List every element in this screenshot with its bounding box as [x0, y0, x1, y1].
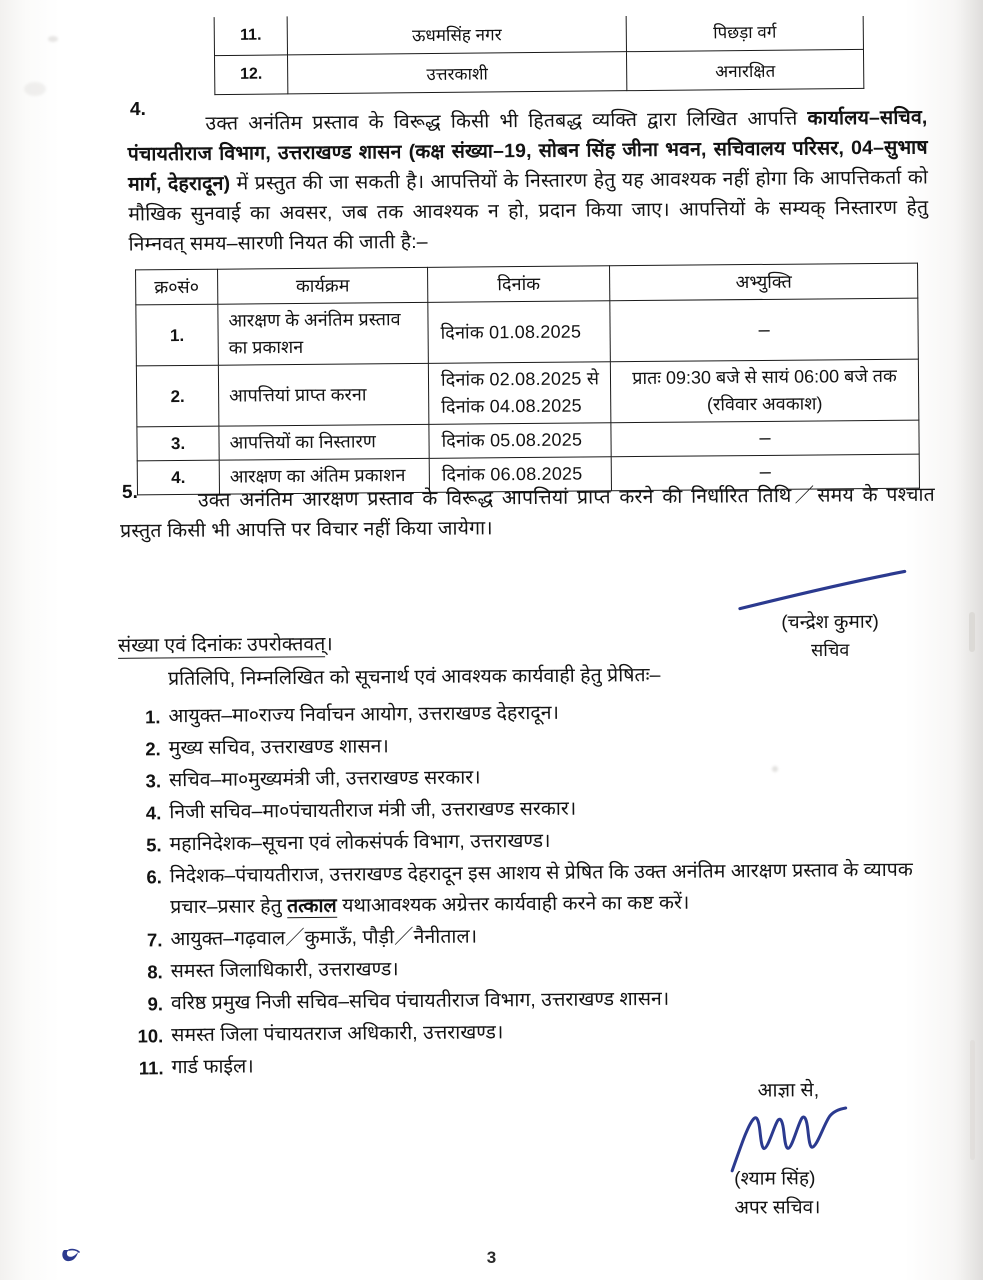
paragraph-5-indent	[120, 507, 198, 508]
top-table-category: पिछड़ा वर्ग	[626, 11, 863, 52]
list-item-text: आयुक्त–मा०राज्य निर्वाचन आयोग, उत्तराखण्ड देहरादून।	[168, 701, 560, 728]
list-item-number: 6.	[146, 866, 162, 888]
distribution-list	[116, 694, 959, 1084]
schedule-sn: 4.	[137, 460, 219, 495]
schedule-date: दिनांक 01.08.2025	[428, 301, 611, 364]
top-table-district: ऊधमसिंह नगर	[287, 13, 626, 55]
list-item-number: 8.	[147, 961, 163, 983]
schedule-programme: आरक्षण का अंतिम प्रकाशन	[219, 458, 429, 494]
list-item-text: महानिदेशक–सूचना एवं लोकसंपर्क विभाग, उत्तराखण्ड।	[169, 829, 551, 856]
schedule-date: दिनांक 02.08.2025 से दिनांक 04.08.2025	[428, 362, 611, 425]
list-item-number: 11.	[138, 1057, 164, 1079]
table-row	[136, 359, 919, 427]
list-item-number: 5.	[146, 834, 162, 856]
urgent-emphasis: तत्काल	[287, 894, 337, 918]
handwritten-signature-stroke	[700, 569, 960, 613]
paragraph-4-text-after: में प्रस्तुत की जा सकती है। आपत्तियों के निस्तारण हेतु यह आवश्यक नहीं होगा कि आपत्तिकर्ता को मौखिक सुनवाई का अवसर, जब तक आवश्यक न हो, प्रदान किया जाए। आपत्तियों के सम्यक् निस्तारण हेतु निम्नवत् समय–सारणी नियत की जाती है:–	[128, 166, 929, 256]
schedule-header-programme: कार्यक्रम	[218, 267, 428, 304]
list-item-number: 7.	[146, 929, 163, 951]
paragraph-5	[120, 480, 935, 546]
list-item-text: निजी सचिव–मा०पंचायतीराज मंत्री जी, उत्तराखण्ड सरकार।	[169, 797, 577, 824]
top-table-district: उत्तरकाशी	[287, 52, 626, 94]
paragraph-5-text: उक्त अनंतिम आरक्षण प्रस्ताव के विरूद्ध आपत्तियां प्राप्त करने की निर्धारित तिथि／समय के पश्चात प्रस्तुत किसी भी आपत्ति पर विचार नहीं किया जायेगा।	[120, 483, 935, 543]
paragraph-4-number: 4.	[129, 98, 146, 121]
schedule-date: दिनांक 06.08.2025	[429, 457, 611, 493]
list-item-number: 1.	[144, 706, 161, 728]
copy-forwarded-line: प्रतिलिपि, निम्नलिखित को सूचनार्थ एवं आवश्यक कार्यवाही हेतु प्रेषितः–	[167, 664, 661, 690]
list-item-text	[170, 854, 959, 923]
by-order-label: आज्ञा से,	[757, 1079, 820, 1102]
schedule-sn: 2.	[136, 365, 219, 427]
table-row	[136, 298, 919, 366]
list-item-text: गार्ड फाईल।	[171, 1055, 254, 1079]
top-table-category: अनारक्षित	[626, 49, 863, 90]
ink-mark	[58, 1244, 84, 1271]
schedule-table-body	[136, 298, 920, 495]
schedule-header-remark: अभ्युक्ति	[610, 263, 918, 301]
top-table-body	[214, 11, 864, 95]
schedule-remark: –	[611, 420, 919, 457]
schedule-programme: आपत्तियां प्राप्त करना	[218, 363, 429, 426]
number-and-date-line	[118, 629, 333, 658]
office-address-bold: कार्यालय–सचिव, पंचायतीराज विभाग, उत्तराखण्ड शासन (कक्ष संख्या–19, सोबन सिंह जीना भवन, सचिवालय परिसर, 04–सुभाष मार्ग, देहरादून)	[127, 106, 928, 196]
list-item-text: समस्त जिलाधिकारी, उत्तराखण्ड।	[170, 958, 399, 983]
schedule-remark: प्रातः 09:30 बजे से सायं 06:00 बजे तक (रविवार अवकाश)	[610, 359, 919, 423]
scan-edge-artifact	[970, 1040, 975, 1160]
signature-block-additional-secretary	[730, 1074, 961, 1220]
top-table-sn: 12.	[215, 55, 288, 95]
district-reservation-table	[214, 11, 865, 97]
list-item-number: 9.	[147, 993, 164, 1015]
number-date-trailing: ।	[325, 633, 333, 656]
page-top-crop	[214, 0, 864, 16]
scan-smudge	[48, 36, 58, 42]
list-item-text: सचिव–मा०मुख्यमंत्री जी, उत्तराखण्ड सरकार।	[168, 766, 481, 792]
schedule-remark: –	[610, 298, 919, 362]
additional-secretary-name: (श्याम सिंह)	[734, 1168, 816, 1190]
page-number: 3	[486, 1248, 497, 1267]
list-item-text: आयुक्त–गढ़वाल／कुमाऊँ, पौड़ी／नैनीताल।	[170, 925, 478, 951]
schedule-table	[135, 263, 919, 496]
list-item-number: 3.	[145, 770, 162, 792]
scan-edge-artifact	[969, 612, 975, 652]
additional-secretary-designation: अपर सचिव।	[734, 1197, 821, 1219]
schedule-remark: –	[611, 454, 919, 491]
schedule-programme: आपत्तियों का निस्तारण	[219, 424, 429, 460]
list-item-text: मुख्य सचिव, उत्तराखण्ड शासन।	[168, 735, 389, 760]
list-item-number: 4.	[145, 802, 162, 824]
secretary-designation: सचिव	[811, 639, 850, 661]
schedule-sn: 1.	[136, 304, 219, 366]
list-item-text: समस्त जिला पंचायतराज अधिकारी, उत्तराखण्ड।	[171, 1021, 504, 1047]
table-row	[214, 11, 863, 56]
paragraph-4	[127, 103, 928, 260]
schedule-header-date: दिनांक	[428, 266, 610, 303]
paragraph-4-text-before: उक्त अनंतिम प्रस्ताव के विरूद्ध किसी भी हितबद्ध व्यक्ति द्वारा लिखित आपत्ति	[205, 107, 808, 135]
table-row	[215, 49, 864, 94]
schedule-header-sn: क्र०सं०	[136, 269, 218, 305]
paragraph-5-number: 5.	[121, 481, 138, 504]
schedule-sn: 3.	[137, 426, 219, 461]
scan-smudge	[24, 82, 46, 96]
secretary-name: (चन्द्रेश कुमार)	[781, 611, 879, 634]
list-item-number: 2.	[145, 738, 161, 760]
list-item-text-before: निदेशक–पंचायतीराज, उत्तराखण्ड देहरादून इस आशय से प्रेषित कि उक्त अनंतिम आरक्षण प्रस्ताव के व्यापक प्रचार–प्रसार हेतु	[169, 858, 913, 919]
schedule-date: दिनांक 05.08.2025	[429, 423, 611, 459]
schedule-programme: आरक्षण के अनंतिम प्रस्ताव का प्रकाशन	[218, 302, 429, 365]
list-item	[118, 854, 959, 923]
list-item-text-after: यथाआवश्यक अग्रेत्तर कार्यवाही करने का कष्ट करें।	[336, 891, 690, 917]
top-table-sn: 11.	[214, 16, 287, 55]
number-date-underlined: संख्या एवं दिनांकः उपरोक्तवत्	[117, 633, 326, 657]
list-item-number: 10.	[137, 1025, 164, 1047]
signature-block-secretary	[700, 569, 961, 663]
list-item-text: वरिष्ठ प्रमुख निजी सचिव–सचिव पंचायतीराज विभाग, उत्तराखण्ड शासन।	[170, 987, 670, 1015]
paragraph-4-indent	[128, 130, 206, 131]
